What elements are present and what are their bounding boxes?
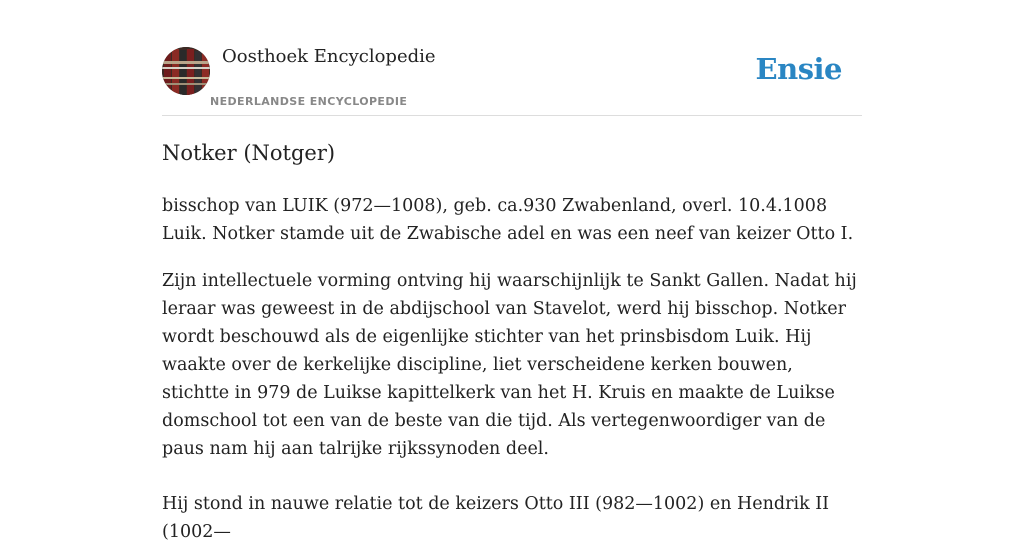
encyclopedia-books-icon[interactable] (162, 47, 210, 95)
site-subtitle: NEDERLANDSE ENCYCLOPEDIE (210, 95, 408, 108)
article-paragraph: bisschop van LUIK (972—1008), geb. ca.930 Zwabenland, overl. 10.4.1008 Luik. Notker stamde uit de Zwabische adel en was een neef van keizer Otto I. (162, 196, 854, 244)
article-title: Notker (Notger) (162, 141, 336, 165)
page-container (162, 0, 862, 542)
site-title-link[interactable]: Oosthoek Encyclopedie (222, 46, 436, 67)
article-paragraph: Zijn intellectuele vorming ontving hij waarschijnlijk te Sankt Gallen. Nadat hij leraar was geweest in de abdijschool van Stavelot, werd hij bisschop. Notker wordt beschouwd als de eigenlijke stichter van het prinsbisdom Luik. Hij waakte over de kerkelijke discipline, liet verscheidene kerken bouwen, stichtte in 979 de Luikse kapittelkerk van het H. Kruis en maakte de Luikse domschool tot een van de beste van die tijd. Als vertegenwoordiger van de paus nam hij aan talrijke rijkssynoden deel. (162, 271, 857, 459)
ensie-logo-link[interactable]: Ensie (755, 52, 842, 86)
article-paragraph: Hij stond in nauwe relatie tot de keizers Otto III (982—1002) en Hendrik II (1002— (162, 494, 830, 542)
site-header (162, 0, 862, 116)
